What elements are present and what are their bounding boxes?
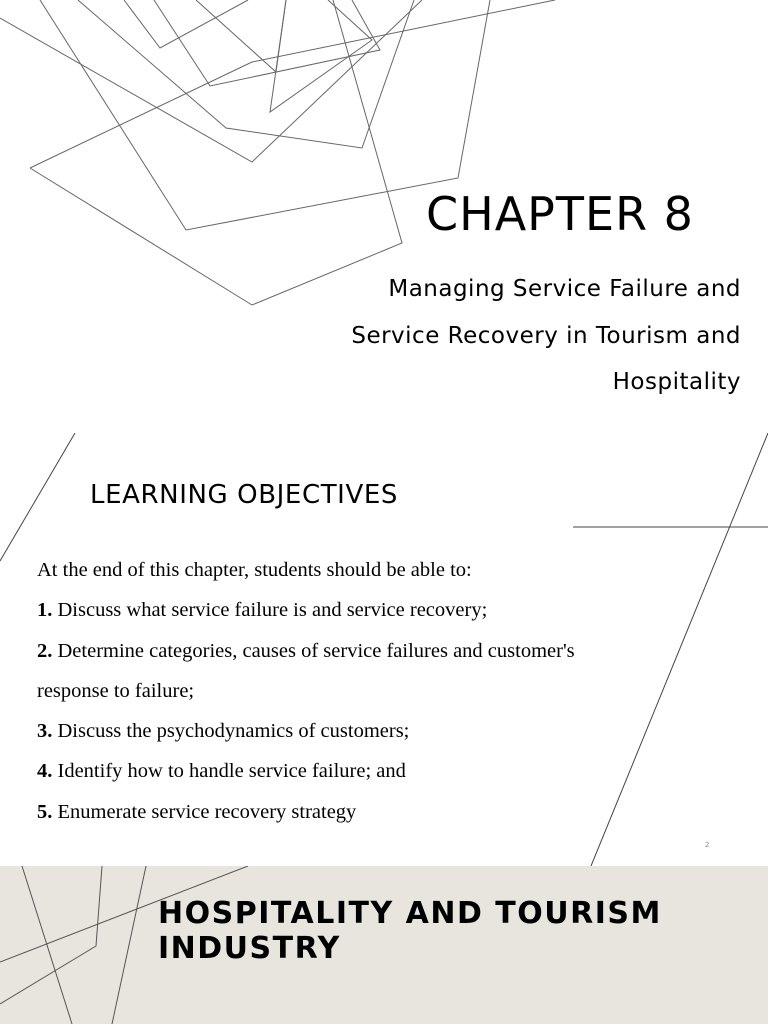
deco-line [0,866,102,1004]
chapter-title: CHAPTER 8 [426,187,694,241]
title-slide [0,0,768,433]
deco-line [270,0,372,112]
objective-number: 1. [37,599,53,622]
subtitle-line: Managing Service Failure and [388,276,741,302]
deco-line [112,866,146,1024]
deco-line [0,433,75,561]
deco-line [22,866,72,1024]
objective-item [37,751,647,791]
deco-line [196,0,286,72]
objective-number: 4. [37,760,53,783]
objective-item [37,631,647,712]
objective-item [37,711,647,751]
objective-item [37,792,647,832]
objective-number: 2. [37,639,53,662]
objective-text: Identify how to handle service failure; and [52,760,406,783]
objective-number: 3. [37,720,53,743]
objective-number: 5. [37,800,53,823]
subtitle-line: Hospitality [612,369,741,395]
objective-text: Discuss what service failure is and service recovery; [52,599,488,622]
section-slide [0,866,768,1024]
section-title: HOSPITALITY AND TOURISM INDUSTRY [158,896,662,966]
objective-text: Determine categories, causes of service failures and customer's response to failure; [37,639,575,702]
objective-item [37,590,647,630]
deco-line [30,0,555,168]
objectives-list [37,550,647,832]
objective-text: Discuss the psychodynamics of customers; [52,720,410,743]
deco-line [0,0,422,162]
objective-text: Enumerate service recovery strategy [52,800,357,823]
deco-line [30,0,402,305]
chapter-subtitle [271,266,741,406]
learning-objectives-heading: LEARNING OBJECTIVES [90,480,398,510]
deco-line [78,0,414,148]
objectives-intro: At the end of this chapter, students should be able to: [37,559,472,581]
deco-line [124,0,248,48]
deco-line [40,0,490,230]
page-number: 2 [705,841,710,849]
subtitle-line: Service Recovery in Tourism and [351,322,741,349]
objectives-slide [0,433,768,866]
